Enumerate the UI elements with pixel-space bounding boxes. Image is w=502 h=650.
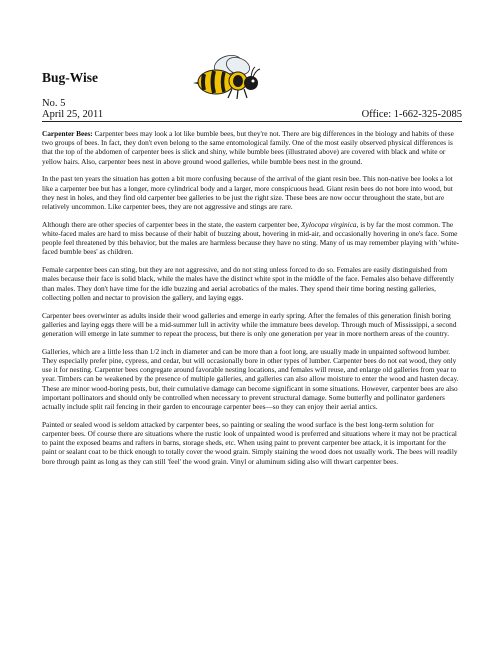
header-divider bbox=[42, 121, 462, 122]
paragraph-text: Although there are other species of carpenter bees in the state, the eastern carpenter bee, bbox=[42, 219, 300, 229]
newsletter-title: Bug-Wise bbox=[42, 70, 99, 85]
article-body bbox=[42, 129, 462, 474]
paragraph-females: Female carpenter bees can sting, but they are not aggressive, and do not sting unless forced to do so. Females are easily distinguished from males because their face is solid black, while the males have the distinct white spot in the middle of the face. Females also behave differently than males. They don't have time for the idle buzzing and aerial acrobatics of the males. They spend their time boring nesting galleries, collecting pollen and nectar to provision the gallery, and laying eggs. bbox=[42, 265, 455, 302]
paragraph-intro bbox=[42, 129, 462, 166]
issue-number: No. 5 bbox=[42, 98, 66, 109]
paragraph-text: is by far the most common. The white-faced males are hard to miss because of their habit of buzzing about, hovering in mid-air, and occasionally hovering in one's face. Some people feel threatened by this behavior, but the males are harmless because they have no sting. Many of us may remember playing with 'white-faced bumble bees' as children. bbox=[42, 219, 460, 257]
issue-info bbox=[42, 98, 462, 120]
paragraph-resin-bee: In the past ten years the situation has gotten a bit more confusing because of the arrival of the giant resin bee. This non-native bee looks a lot like a carpenter bee but has a longer, more cylindrical body and a larger, more conspicuous head. Giant resin bees do not bore into wood, but they nest in holes, and they find old carpenter bee galleries to be just the right size. These bees are now occur throughout the state, but are relatively uncommon. Like carpenter bees, they are not aggressive and stings are rare. bbox=[42, 174, 453, 212]
section-heading: Carpenter Bees: bbox=[42, 129, 93, 138]
bee-icon bbox=[192, 52, 264, 102]
issue-date: April 25, 2011 bbox=[42, 109, 104, 120]
species-name: Xylocopa virginica, bbox=[301, 219, 359, 229]
office-phone: Office: 1-662-325-2085 bbox=[361, 109, 462, 120]
paragraph-prevention: Painted or sealed wood is seldom attacked by carpenter bees, so painting or sealing the wood surface is the best long-term solution for carpenter bees. Of course there are situations where the rustic look of unpainted wood is preferred and situations where it may not be practical to paint the exposed beams and rafters in barns, storage sheds, etc. When using paint to prevent carpenter bee attack, it is important for the paint or sealant coat to be thick enough to totally cover the wood grain. Simply staining the wood does not usually work. The bees will readily bore through paint as long as they can still 'feel' the wood grain. Vinyl or aluminum siding also will thwart carpenter bees. bbox=[42, 419, 458, 466]
paragraph-life-cycle: Carpenter bees overwinter as adults inside their wood galleries and emerge in early spring. After the females of this generation finish boring galleries and laying eggs there will be a mid-summer lull in activity while the immature bees develop. Through much of Mississippi, a second generation will emerge in late summer to repeat the process, but there is only one generation per year in more northern areas of the country. bbox=[42, 310, 457, 339]
paragraph-galleries: Galleries, which are a little less than 1/2 inch in diameter and can be more than a foot long, are usually made in unpainted softwood lumber. They especially prefer pine, cypress, and cedar, but will occasionally bore in other types of lumber. Carpenter bees do not eat wood, they only use it for nesting. Carpenter bees congregate around favorable nesting locations, and females will reuse, and enlarge old galleries from year to year. Timbers can be weakened by the presence of multiple galleries, and galleries can also allow moisture to enter the wood and hasten decay. These are minor wood-boring pests, but, their cumulative damage can become significant in some situations. However, carpenter bees are also important pollinators and should only be controlled when necessary to prevent structural damage. Some butterfly and pollinator gardeners actually include split rail fencing in their garden to encourage carpenter bees—so they can enjoy their aerial antics. bbox=[42, 346, 459, 412]
paragraph-text: Carpenter bees may look a lot like bumble bees, but they're not. There are big differences in the biology and habits of these two groups of bees. In fact, they don't even belong to the same entomological family. One of the most easily observed physical differences is that the top of the abdomen of carpenter bees is slick and shiny, while bumble bees (illustrated above) are covered with black and white or yellow hairs. Also, carpenter bees nest in above ground wood galleries, while bumble bees nest in the ground. bbox=[42, 129, 454, 166]
paragraph-species bbox=[42, 220, 462, 257]
